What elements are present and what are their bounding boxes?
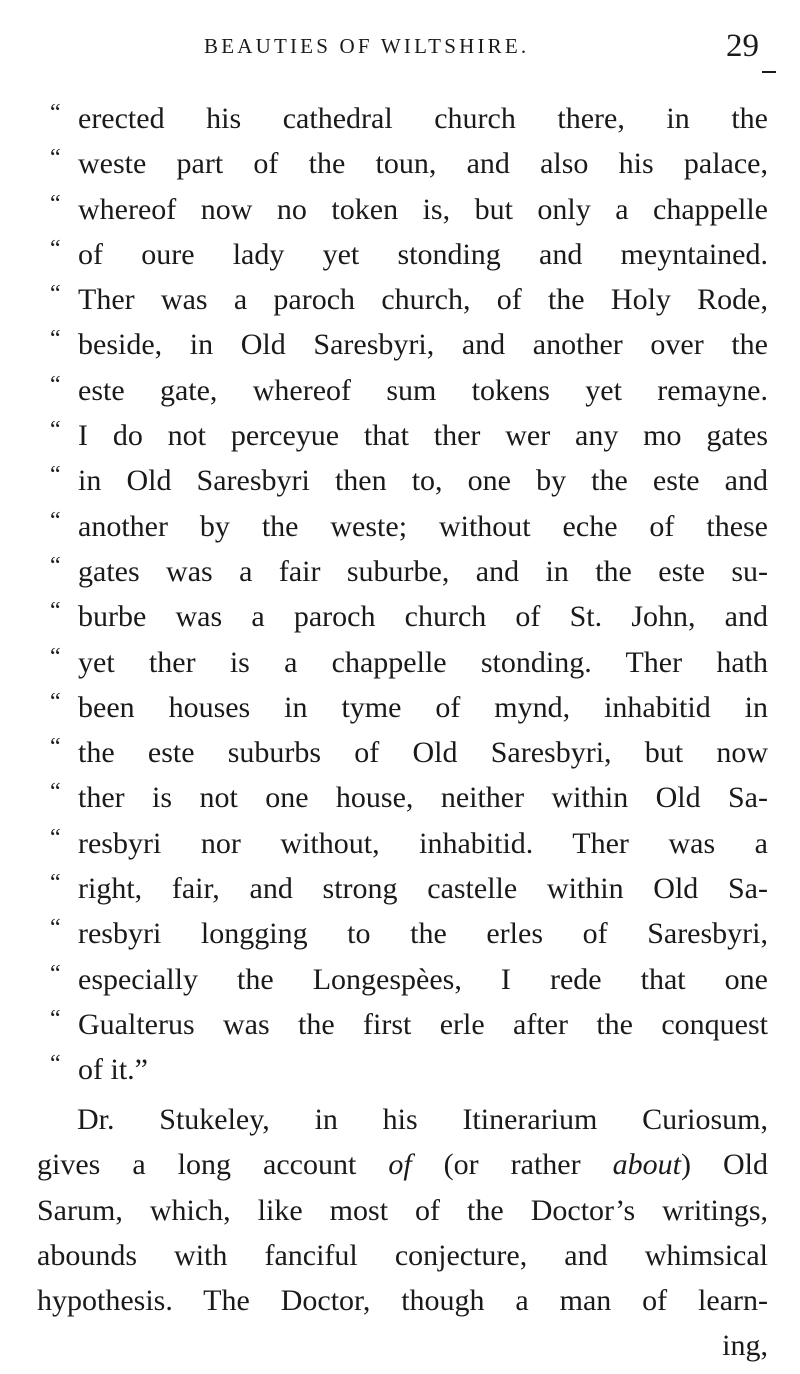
quote-line-text: weste part of the toun, and also his palace,: [78, 147, 768, 181]
quote-mark: “: [50, 100, 61, 126]
paragraph-line-text: Sarum, which, like most of the Doctor’s writings,: [37, 1193, 768, 1227]
quote-line-text: resbyri longging to the erles of Saresbyri,: [78, 917, 768, 951]
paragraph-line: [0, 1188, 800, 1233]
quote-line: [0, 911, 800, 956]
quote-line-text: I do not perceyue that ther wer any mo gates: [78, 419, 768, 453]
quote-line-text: gates was a fair suburbe, and in the este su-: [78, 554, 768, 588]
quote-mark: “: [50, 507, 61, 534]
quote-mark: “: [50, 779, 61, 806]
quote-line-text: Ther was a paroch church, of the Holy Rode,: [78, 283, 768, 317]
quote-line: [0, 866, 800, 911]
quote-line-text: erected his cathedral church there, in the: [78, 102, 768, 135]
page-number: 29: [726, 28, 759, 64]
quote-line-text: whereof now no token is, but only a chappelle: [78, 192, 768, 226]
quote-mark: “: [50, 688, 61, 715]
quote-line: [0, 368, 800, 413]
quote-line-text: Gualterus was the first erle after the conquest: [78, 1007, 768, 1041]
quote-mark: “: [50, 824, 61, 851]
italic-word: about: [612, 1148, 681, 1182]
quote-line: [0, 775, 800, 820]
quote-line: [0, 96, 800, 141]
quote-line-text: resbyri nor without, inhabitid. Ther was a: [78, 826, 768, 860]
quote-line-text: yet ther is a chappelle stonding. Ther hath: [78, 645, 768, 679]
quote-line-text: ther is not one house, neither within Old Sa-: [78, 781, 768, 815]
paragraph-line: [0, 1142, 800, 1187]
quote-line-text: beside, in Old Saresbyri, and another over the: [78, 328, 768, 362]
paragraph-line-text: [37, 1142, 768, 1187]
quote-mark: “: [50, 417, 61, 444]
italic-word: of: [388, 1148, 412, 1182]
quote-line-text: another by the weste; without eche of these: [78, 509, 768, 543]
quote-mark: “: [50, 371, 61, 398]
quote-mark: “: [50, 915, 61, 942]
paragraph-line-text: abounds with fanciful conjecture, and whimsical: [37, 1238, 768, 1272]
paragraph-text-segment: gives a long account: [37, 1148, 389, 1182]
quote-line: [0, 957, 800, 1002]
quote-mark: “: [50, 870, 61, 897]
quote-mark: “: [50, 190, 61, 217]
quote-mark: “: [50, 552, 61, 579]
quote-line: [0, 821, 800, 866]
paragraph-line: [0, 1323, 800, 1368]
quote-line-text: in Old Saresbyri then to, one by the este and: [78, 464, 768, 498]
quote-line-text: the este suburbs of Old Saresbyri, but now: [78, 736, 768, 770]
quote-line: [0, 1047, 800, 1092]
quote-line: [0, 458, 800, 503]
paragraph-line: [0, 1097, 800, 1142]
quote-line-text: este gate, whereof sum tokens yet remayne.: [78, 373, 768, 407]
paragraph-line-text: hypothesis. The Doctor, though a man of learn-: [37, 1284, 768, 1318]
quote-line: [0, 322, 800, 367]
quote-mark: “: [50, 281, 61, 308]
quote-line-text: been houses in tyme of mynd, inhabitid in: [78, 690, 768, 724]
quote-line: [0, 141, 800, 186]
running-title: BEAUTIES OF WILTSHIRE.: [204, 34, 530, 58]
paragraph-line: [0, 1233, 800, 1278]
quote-line: [0, 504, 800, 549]
quote-line: [0, 1002, 800, 1047]
paragraph-text-segment: ) Old: [680, 1148, 768, 1182]
quote-line: [0, 685, 800, 730]
quote-line-text: especially the Longespèes, I rede that one: [78, 962, 768, 996]
quote-line: [0, 730, 800, 775]
quote-mark: “: [50, 643, 61, 670]
quote-mark: “: [50, 734, 61, 761]
quote-line-text: burbe was a paroch church of St. John, and: [78, 600, 768, 634]
quote-mark: “: [50, 235, 61, 262]
quote-line: [0, 187, 800, 232]
quote-line: [0, 549, 800, 594]
paragraph-line-text: ing,: [722, 1329, 768, 1363]
header-rule: [762, 71, 776, 73]
quote-mark: “: [50, 145, 61, 172]
quote-line-text: of it.”: [78, 1053, 148, 1087]
quote-line: [0, 640, 800, 685]
paragraph-line-text: Dr. Stukeley, in his Itinerarium Curiosum,: [77, 1103, 768, 1136]
quote-mark: “: [50, 462, 61, 489]
quote-line-text: right, fair, and strong castelle within Old Sa-: [78, 872, 768, 906]
quote-line-text: of oure lady yet stonding and meyntained.: [78, 237, 768, 271]
quote-mark: “: [50, 960, 61, 987]
quote-mark: “: [50, 326, 61, 353]
quote-mark: “: [50, 1051, 61, 1078]
quote-mark: “: [50, 598, 61, 625]
body-paragraph: [0, 1097, 800, 1369]
quote-line: [0, 413, 800, 458]
paragraph-text-segment: (or rather: [411, 1148, 613, 1182]
quote-line: [0, 232, 800, 277]
paragraph-line: [0, 1278, 800, 1323]
quote-mark: “: [50, 1005, 61, 1032]
quote-line: [0, 594, 800, 639]
quote-line: [0, 277, 800, 322]
quotation-block: [0, 96, 800, 1093]
